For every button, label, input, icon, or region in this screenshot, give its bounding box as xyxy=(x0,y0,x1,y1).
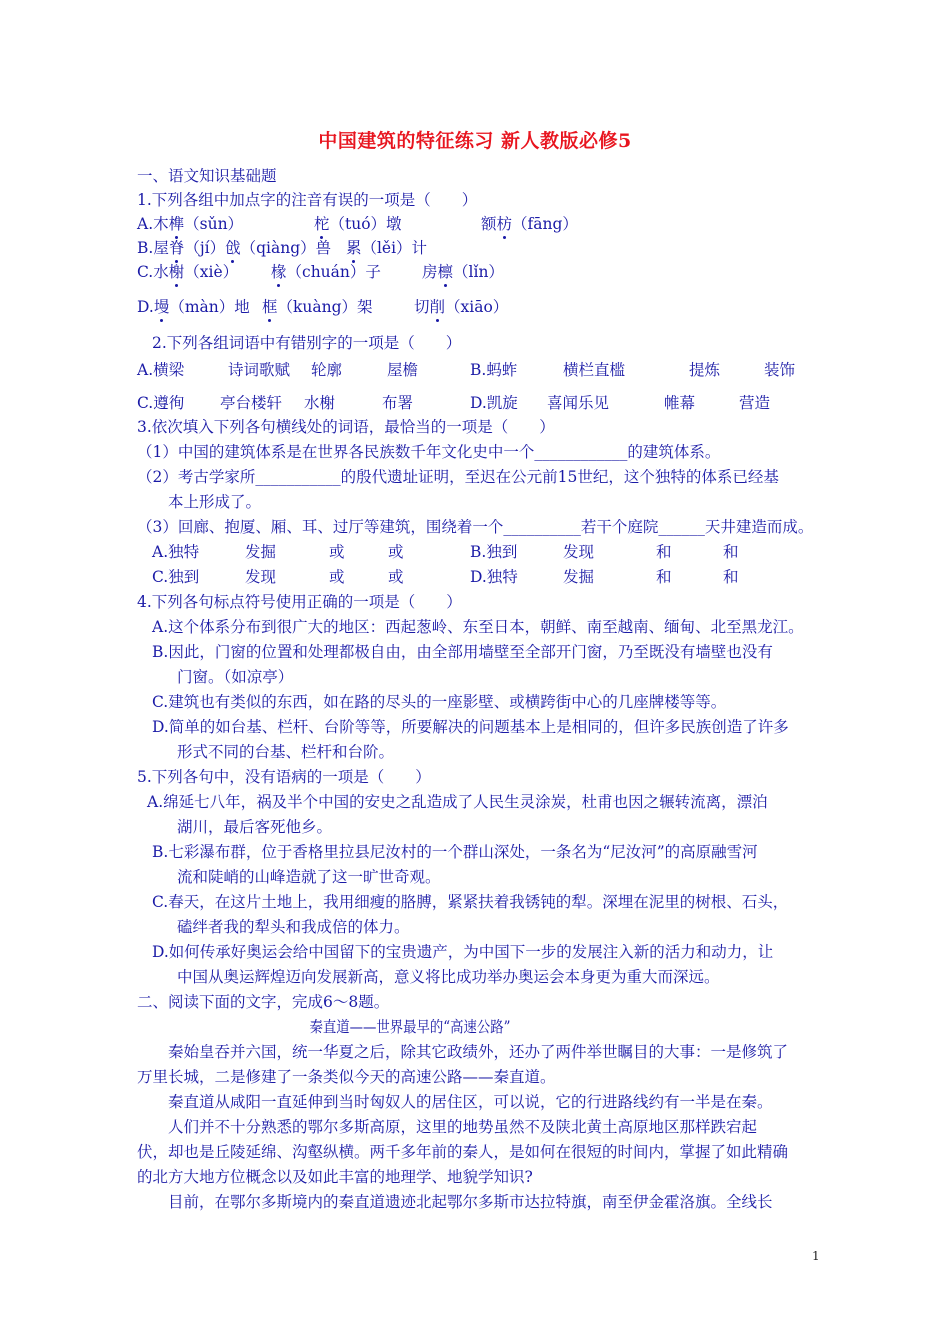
dotted-char: 脊 xyxy=(168,239,185,257)
q3-sentence-3: （3）回廊、抱厦、厢、耳、过厅等建筑，围绕着一个__________若干个庭院______天井建造而成。 xyxy=(137,518,814,536)
q1-option-d-item2: 框（kuàng）架 xyxy=(262,298,373,316)
q5-option-d: D.如何传承好奥运会给中国留下的宝贵遗产，为中国下一步的发展注入新的活力和动力，让 xyxy=(152,943,774,961)
q1-option-a: A.木榫（sǔn） xyxy=(137,215,244,233)
q1-option-c-item3: 房檩（lǐn） xyxy=(422,263,504,281)
q5-option-b-cont: 流和陡峭的山峰造就了这一旷世奇观。 xyxy=(177,868,441,886)
q2-option-b: B.蚂蚱 横栏直槛 提炼 装饰 xyxy=(470,361,796,379)
q5-option-c-cont: 磕绊者我的犁头和我成倍的体力。 xyxy=(177,918,410,936)
q3-sentence-2: （2）考古学家所___________的殷代遗址证明，至迟在公元前15世纪，这个独特的体系已经基 xyxy=(137,468,779,486)
question-3-stem: 3.依次填入下列各句横线处的词语，最恰当的一项是（ ） xyxy=(137,418,555,436)
dotted-char: 累 xyxy=(345,239,362,257)
q5-option-c: C.春天，在这片土地上，我用细瘦的胳膊，紧紧扶着我锈钝的犁。深埋在泥里的树根、石头， xyxy=(152,893,789,911)
article-paragraph-2: 秦直道从咸阳一直延伸到当时匈奴人的居住区，可以说，它的行进路线约有一半是在秦。 xyxy=(168,1093,773,1111)
dotted-char: 榫 xyxy=(168,215,185,233)
dotted-char: 柁 xyxy=(314,215,330,233)
question-2-stem: 2.下列各组词语中有错别字的一项是（ ） xyxy=(152,334,462,352)
section-heading-2: 二、阅读下面的文字，完成6～8题。 xyxy=(137,993,390,1011)
question-1-stem: 1.下列各组中加点字的注音有误的一项是（ ） xyxy=(137,191,478,209)
article-paragraph-1: 秦始皇吞并六国，统一华夏之后，除其它政绩外，还办了两件举世瞩目的大事：一是修筑了 xyxy=(168,1043,789,1061)
q1-option-a-item2: 柁（tuó）墩 xyxy=(314,215,402,233)
q4-option-b: B.因此，门窗的位置和处理都极自由，由全部用墙壁至全部开门窗，乃至既没有墙壁也没有 xyxy=(152,643,773,661)
q1-option-c-item2: 椽（chuán）子 xyxy=(271,263,381,281)
article-paragraph-3: 人们并不十分熟悉的鄂尔多斯高原，这里的地势虽然不及陕北黄土高原地区那样跌宕起 xyxy=(168,1118,758,1136)
page-number: 1 xyxy=(812,1249,820,1263)
q2-option-d: D.凯旋 喜闻乐见 帷幕 营造 xyxy=(470,394,771,412)
q5-option-a-cont: 湖川，最后客死他乡。 xyxy=(177,818,333,836)
dotted-char: 椽 xyxy=(271,263,287,281)
q2-option-c: C.遵徇 亭台楼轩 水榭 布署 xyxy=(137,394,414,412)
dotted-char: 削 xyxy=(429,298,446,316)
q4-option-d-cont: 形式不同的台基、栏杆和台阶。 xyxy=(177,743,395,761)
q3-option-d: D.独特 发掘 和 和 xyxy=(470,568,739,586)
q4-option-a: A.这个体系分布到很广大的地区：西起葱岭、东至日本，朝鲜、南至越南、缅甸、北至黑龙江。 xyxy=(152,618,804,636)
article-paragraph-3-cont2: 的北方大地方位概念以及如此丰富的地理学、地貌学知识? xyxy=(137,1168,533,1186)
dotted-char: 墁 xyxy=(153,298,170,316)
question-4-stem: 4.下列各句标点符号使用正确的一项是（ ） xyxy=(137,593,462,611)
article-paragraph-3-cont1: 伏，却也是丘陵延绵、沟壑纵横。两千多年前的秦人，是如何在很短的时间内，掌握了如此精确 xyxy=(137,1143,789,1161)
q4-option-b-cont: 门窗。（如凉亭） xyxy=(177,668,294,686)
dotted-char: 框 xyxy=(262,298,278,316)
q1-option-d-item3: 切削（xiāo） xyxy=(414,298,509,316)
q4-option-c: C.建筑也有类似的东西，如在路的尽头的一座影壁、或横跨街中心的几座牌楼等等。 xyxy=(152,693,727,711)
dotted-char: 枋 xyxy=(496,215,513,233)
q3-sentence-2-cont: 本上形成了。 xyxy=(168,493,262,511)
q3-sentence-1: （1）中国的建筑体系是在世界各民族数千年文化史中一个____________的建筑体系。 xyxy=(137,443,721,461)
q3-option-a: A.独特 发掘 或 或 xyxy=(152,543,404,561)
dotted-char: 榭 xyxy=(168,263,185,281)
dotted-char: 戗 xyxy=(225,239,241,257)
q4-option-d: D.简单的如台基、栏杆、台阶等等，所要解决的问题基本上是相同的，但许多民族创造了许多 xyxy=(152,718,789,736)
section-heading-1: 一、语文知识基础题 xyxy=(137,167,277,185)
q5-option-b: B.七彩瀑布群，位于香格里拉县尼汝村的一个群山深处，一条名为“尼汝河”的高原融雪河 xyxy=(152,843,758,861)
article-title: 秦直道——世界最早的“高速公路” xyxy=(309,1018,511,1036)
q3-option-c: C.独到 发现 或 或 xyxy=(152,568,404,586)
question-5-stem: 5.下列各句中，没有语病的一项是（ ） xyxy=(137,768,431,786)
q1-option-b: B.屋脊（jí）戗（qiàng）兽 累（lěi）计 xyxy=(137,239,428,257)
dotted-char: 檩 xyxy=(437,263,454,281)
q1-option-c: C.水榭（xiè） xyxy=(137,263,239,281)
article-paragraph-1-cont: 万里长城，二是修建了一条类似今天的高速公路——秦直道。 xyxy=(137,1068,556,1086)
q5-option-a: A.绵延七八年，祸及半个中国的安史之乱造成了人民生灵涂炭，杜甫也因之辗转流离，漂泊 xyxy=(147,793,768,811)
article-paragraph-4: 目前，在鄂尔多斯境内的秦直道遗迹北起鄂尔多斯市达拉特旗，南至伊金霍洛旗。全线长 xyxy=(168,1193,773,1211)
document-title: 中国建筑的特征练习 新人教版必修5 xyxy=(318,130,632,152)
q2-option-a: A.横梁 诗词歌赋 轮廓 屋檐 xyxy=(137,361,419,379)
q1-option-a-item3: 额枋（fāng） xyxy=(481,215,578,233)
q5-option-d-cont: 中国从奥运辉煌迈向发展新高，意义将比成功举办奥运会本身更为重大而深远。 xyxy=(177,968,720,986)
q1-option-d: D.墁（màn）地 xyxy=(137,298,250,316)
q3-option-b: B.独到 发现 和 和 xyxy=(470,543,739,561)
